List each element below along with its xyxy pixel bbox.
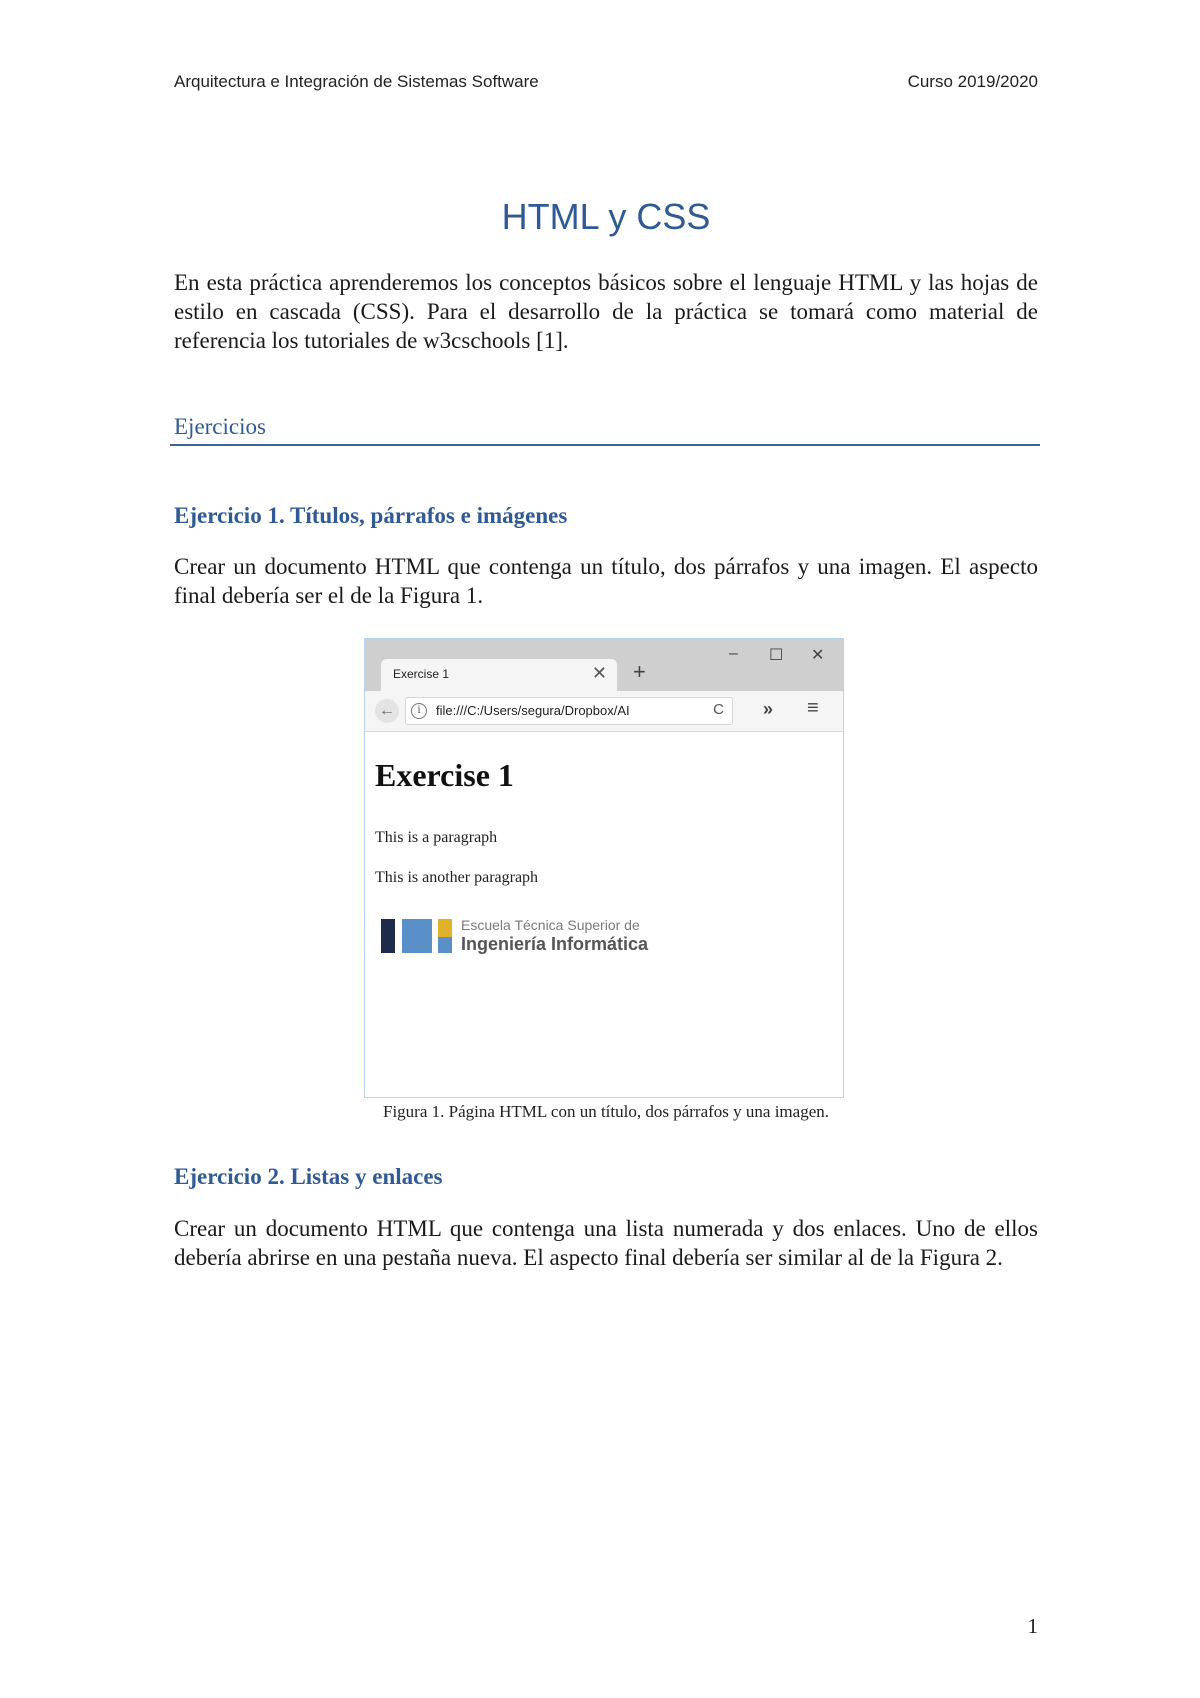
etsii-logo — [381, 915, 681, 959]
browser-tab — [381, 659, 617, 691]
maximize-icon: ☐ — [769, 647, 784, 664]
section-heading-ejercicios: Ejercicios — [174, 414, 266, 439]
page-header — [174, 72, 1038, 96]
header-course-year: Curso 2019/2020 — [907, 72, 1038, 91]
info-icon: i — [411, 703, 427, 719]
tab-close-icon: ✕ — [591, 663, 607, 683]
logo-bar-blue-small — [438, 937, 452, 953]
logo-bar-blue — [402, 919, 432, 953]
window-close-icon: ✕ — [811, 647, 825, 664]
logo-bar-navy — [381, 919, 395, 953]
reload-icon: C — [713, 701, 724, 718]
browser-titlebar — [365, 639, 843, 691]
browser-url-bar — [405, 697, 733, 725]
hamburger-menu-icon: ≡ — [807, 697, 819, 719]
exercise-2-heading: Ejercicio 2. Listas y enlaces — [174, 1164, 443, 1189]
minimize-icon: – — [729, 645, 738, 662]
exercise-1-text: Crear un documento HTML que contenga un título, dos párrafos y una imagen. El aspecto final debería ser el de la Figura 1. — [174, 554, 1038, 608]
browser-tab-title: Exercise 1 — [393, 667, 450, 681]
logo-text-line-2: Ingeniería Informática — [461, 934, 649, 954]
figure-1-browser-screenshot — [364, 638, 844, 1098]
figure-page-paragraph-1: This is a paragraph — [375, 829, 498, 846]
page-number: 1 — [1027, 1614, 1038, 1638]
overflow-chevron-icon: » — [763, 699, 774, 719]
figure-page-paragraph-2: This is another paragraph — [375, 869, 539, 886]
browser-url-text: file:///C:/Users/segura/Dropbox/AI — [436, 703, 630, 718]
figure-page-heading: Exercise 1 — [375, 757, 514, 793]
browser-navbar — [365, 691, 843, 732]
document-title: HTML y CSS — [501, 196, 711, 237]
section-divider — [170, 444, 1040, 446]
new-tab-icon: + — [633, 659, 646, 684]
logo-text-line-1: Escuela Técnica Superior de — [461, 917, 640, 933]
back-arrow-icon: ← — [375, 699, 399, 723]
intro-paragraph: En esta práctica aprenderemos los conceptos básicos sobre el lenguaje HTML y las hojas de estilo en cascada (CSS). Para el desarrollo de la práctica se tomará como material de referencia los tutoriales de w3cschools [1]. — [174, 270, 1038, 353]
logo-bar-yellow — [438, 919, 452, 937]
exercise-1-heading: Ejercicio 1. Títulos, párrafos e imágenes — [174, 503, 568, 528]
figure-1-caption: Figura 1. Página HTML con un título, dos párrafos y una imagen. — [382, 1102, 829, 1121]
header-course-name: Arquitectura e Integración de Sistemas Software — [174, 72, 539, 91]
exercise-2-text: Crear un documento HTML que contenga una lista numerada y dos enlaces. Uno de ellos debería abrirse en una pestaña nueva. El aspecto final debería ser similar al de la Figura 2. — [174, 1216, 1038, 1270]
